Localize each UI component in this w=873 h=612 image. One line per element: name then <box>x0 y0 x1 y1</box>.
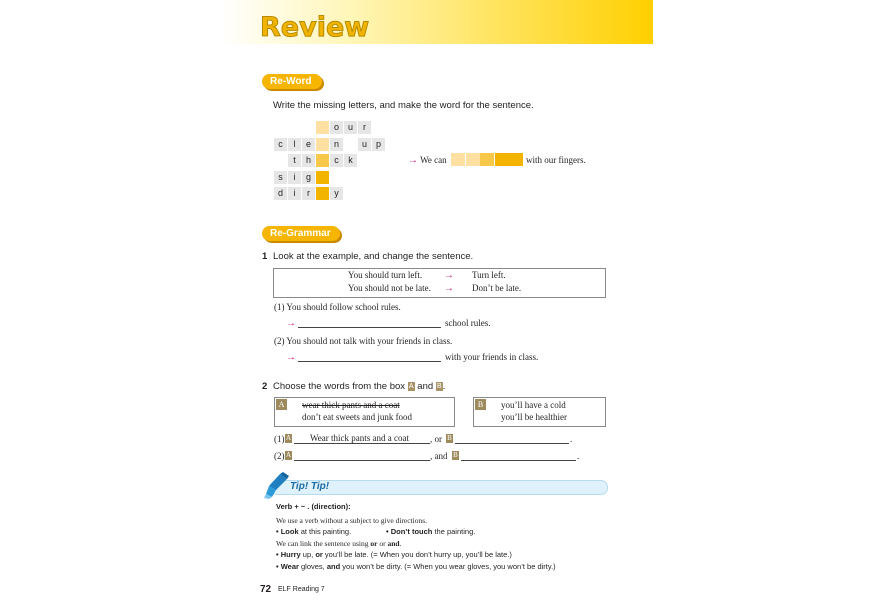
example-box <box>273 268 606 298</box>
letter-cell: r <box>302 187 315 200</box>
tag-b: B <box>436 382 442 390</box>
letter-cell: h <box>302 154 315 167</box>
q2-end: . <box>442 381 446 392</box>
q1-item1-blank[interactable] <box>298 327 441 328</box>
letter-cell: o <box>330 121 343 134</box>
letter-cell: k <box>344 154 357 167</box>
q1-item1-suffix: school rules. <box>445 318 491 328</box>
tip-ex3-t2: you’ll be late. (= When you don’t hurry up, you’ll be late.) <box>322 550 512 559</box>
tip-ex3-or: or <box>315 550 323 559</box>
arrow-icon: → <box>286 352 296 363</box>
q1-instruction: Look at the example, and change the sentence. <box>273 251 474 262</box>
tag-b: B <box>453 451 458 459</box>
tip-line2-text: We can link the sentence using <box>276 539 371 548</box>
tip-line2-mid: or <box>377 539 388 548</box>
tip-example-4 <box>276 562 556 571</box>
q2-item1-or: , or <box>430 434 442 444</box>
tip-ex4-t1: gloves, <box>298 562 327 571</box>
box-a-item-2: don’t eat sweets and junk food <box>302 412 413 422</box>
q2-item2-and: , and <box>430 451 448 461</box>
q2-instruction-text: Choose the words from the box <box>273 381 406 392</box>
tag-a: A <box>408 382 414 390</box>
letter-cell: y <box>330 187 343 200</box>
tip-ex4-t2: you won’t be dirty. (= When you wear gloves, you won’t be dirty.) <box>340 562 556 571</box>
tip-ex1-verb: • Look <box>276 527 299 536</box>
tip-ex4-verb: • Wear <box>276 562 299 571</box>
tip-title: Tip! Tip! <box>290 481 330 492</box>
box-b-tag: B <box>475 399 486 410</box>
q2-item1-end: . <box>570 434 573 444</box>
box-b-item-2: you’ll be healthier <box>501 412 567 422</box>
tip-ex3-t1: up, <box>300 550 316 559</box>
regrammar-label: Re-Grammar <box>262 226 340 241</box>
q2-number: 2 <box>262 381 268 392</box>
answer-letter-box[interactable] <box>495 153 509 166</box>
tag-a: A <box>285 434 292 442</box>
reword-instruction: Write the missing letters, and make the word for the sentence. <box>273 100 534 111</box>
letter-cell: s <box>274 171 287 184</box>
tip-ex4-and: and <box>326 562 341 571</box>
tip-example-2 <box>386 527 475 536</box>
arrow-icon: → <box>444 283 454 294</box>
tip-ex2-rest: the painting. <box>432 527 476 536</box>
tip-line2-end: . <box>399 539 402 548</box>
page-number: 72 <box>260 584 272 595</box>
blank-letter-cell[interactable] <box>316 121 329 134</box>
page-title: Review <box>260 12 370 43</box>
tip-line2-and: and <box>387 539 400 548</box>
tip-example-3 <box>276 550 512 559</box>
q2-and: and <box>417 381 434 392</box>
tip-ex2-verb: • Don’t touch <box>386 527 433 536</box>
tip-line-1: We use a verb without a subject to give directions. <box>276 516 428 525</box>
q1-item1-prompt: (1) You should follow school rules. <box>274 302 401 312</box>
q2-item1-blank-a[interactable] <box>294 443 430 444</box>
letter-cell: c <box>274 138 287 151</box>
q2-item1-answer: Wear thick pants and a coat <box>310 433 409 443</box>
letter-cell: t <box>288 154 301 167</box>
arrow-icon: → <box>444 270 454 281</box>
q2-item2-blank-b[interactable] <box>461 460 576 461</box>
letter-cell: i <box>288 187 301 200</box>
arrow-icon: → <box>408 155 418 166</box>
tip-ex1-rest: at this painting. <box>298 527 352 536</box>
blank-letter-cell[interactable] <box>344 138 357 151</box>
q2-instruction <box>273 381 445 392</box>
letter-cell: e <box>302 138 315 151</box>
q1-item2-blank[interactable] <box>298 361 441 362</box>
box-b-item-1: you’ll have a cold <box>501 400 566 410</box>
example-2-from: You should not be late. <box>348 283 431 293</box>
reword-label: Re-Word <box>262 74 322 89</box>
book-title: ELF Reading 7 <box>278 586 325 593</box>
example-2-to: Don’t be late. <box>472 283 522 293</box>
blank-letter-cell[interactable] <box>316 187 329 200</box>
letter-cell: r <box>358 121 371 134</box>
q1-number: 1 <box>262 251 268 262</box>
letter-cell: c <box>330 154 343 167</box>
example-1-from: You should turn left. <box>348 270 423 280</box>
example-1-to: Turn left. <box>472 270 506 280</box>
letter-cell: u <box>344 121 357 134</box>
q2-item1-blank-b[interactable] <box>455 443 569 444</box>
answer-suffix: with our fingers. <box>526 155 586 165</box>
q1-item2-suffix: with your friends in class. <box>445 352 539 362</box>
answer-letter-box[interactable] <box>509 153 523 166</box>
box-a-tag: A <box>276 399 287 410</box>
letter-cell: g <box>302 171 315 184</box>
q2-item2-number: (2) <box>274 451 285 461</box>
letter-cell: u <box>358 138 371 151</box>
letter-cell: i <box>288 171 301 184</box>
tip-heading: Verb + ~ . (direction): <box>276 502 351 511</box>
q1-item2-prompt: (2) You should not talk with your friends in class. <box>274 336 453 346</box>
answer-letter-box[interactable] <box>466 153 480 166</box>
answer-letter-box[interactable] <box>480 153 494 166</box>
tip-example-1 <box>276 527 351 536</box>
blank-letter-cell[interactable] <box>316 154 329 167</box>
answer-letter-box[interactable] <box>451 153 465 166</box>
q2-item2-blank-a[interactable] <box>294 460 430 461</box>
blank-letter-cell[interactable] <box>316 171 329 184</box>
blank-letter-cell[interactable] <box>316 138 329 151</box>
tip-ex3-verb: • Hurry <box>276 550 301 559</box>
tag-b: B <box>447 434 452 442</box>
tip-line-2 <box>276 539 401 548</box>
box-a-item-1: wear thick pants and a coat <box>302 400 400 410</box>
arrow-icon: → <box>286 318 296 329</box>
reword-answer-line <box>408 155 447 166</box>
letter-cell: l <box>288 138 301 151</box>
letter-cell: p <box>372 138 385 151</box>
answer-prefix: We can <box>420 155 447 165</box>
q2-item1-number: (1) <box>274 434 285 444</box>
q2-item2-end: . <box>577 451 580 461</box>
tag-a: A <box>285 451 292 459</box>
letter-cell: d <box>274 187 287 200</box>
letter-cell: n <box>330 138 343 151</box>
tip-line2-or: or <box>370 539 378 548</box>
textbook-page <box>220 0 653 612</box>
highlighter-icon <box>260 470 290 500</box>
